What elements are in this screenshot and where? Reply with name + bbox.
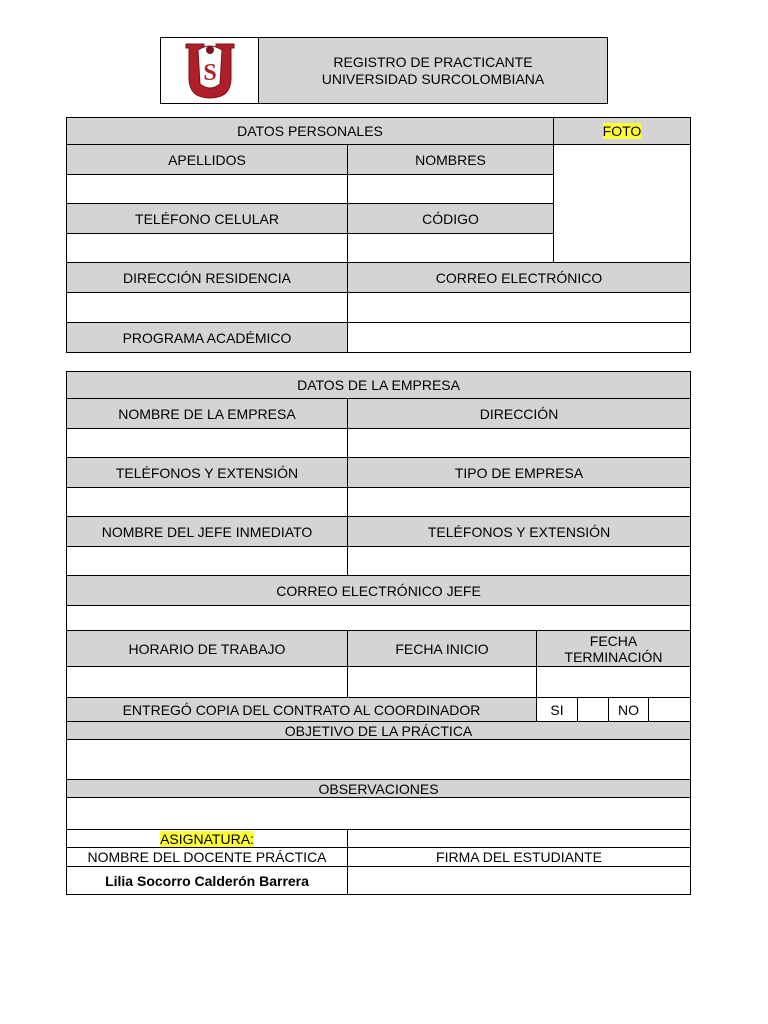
docente-label: NOMBRE DEL DOCENTE PRÁCTICA <box>67 848 348 867</box>
no-box[interactable] <box>649 698 691 722</box>
telefono-field[interactable] <box>67 234 348 263</box>
photo-box[interactable] <box>554 145 691 263</box>
personal-section-title: DATOS PERSONALES <box>67 118 554 145</box>
codigo-field[interactable] <box>348 234 554 263</box>
horario-label: HORARIO DE TRABAJO <box>67 631 348 667</box>
correo-jefe-label: CORREO ELECTRÓNICO JEFE <box>67 576 691 606</box>
svg-text:S: S <box>202 59 217 86</box>
si-label: SI <box>537 698 578 722</box>
objetivo-label: OBJETIVO DE LA PRÁCTICA <box>67 722 691 740</box>
empresa-tipo-label: TIPO DE EMPRESA <box>348 458 691 488</box>
correo-jefe-field[interactable] <box>67 606 691 631</box>
codigo-label: CÓDIGO <box>348 204 554 234</box>
firma-field[interactable] <box>348 867 691 895</box>
asignatura-text: ASIGNATURA: <box>160 830 254 847</box>
title-line-2: UNIVERSIDAD SURCOLOMBIANA <box>321 70 545 87</box>
direccion-label: DIRECCIÓN RESIDENCIA <box>67 263 348 293</box>
contrato-label: ENTREGÓ COPIA DEL CONTRATO AL COORDINADOR <box>67 698 537 722</box>
jefe-telefonos-field[interactable] <box>348 547 691 576</box>
title-line-1: REGISTRO DE PRACTICANTE <box>333 53 533 70</box>
empresa-direccion-field[interactable] <box>348 429 691 458</box>
empresa-nombre-field[interactable] <box>67 429 348 458</box>
fecha-inicio-field[interactable] <box>348 667 537 698</box>
correo-field[interactable] <box>348 293 691 323</box>
firma-label: FIRMA DEL ESTUDIANTE <box>348 848 691 867</box>
company-data-table <box>66 371 691 895</box>
observaciones-field[interactable] <box>67 798 691 830</box>
apellidos-field[interactable] <box>67 175 348 204</box>
form-header <box>160 37 608 104</box>
photo-label <box>554 118 691 145</box>
header-title <box>259 38 607 103</box>
apellidos-label: APELLIDOS <box>67 145 348 175</box>
empresa-telefonos-label: TELÉFONOS Y EXTENSIÓN <box>67 458 348 488</box>
fecha-terminacion-field[interactable] <box>537 667 691 698</box>
direccion-field[interactable] <box>67 293 348 323</box>
company-section-title: DATOS DE LA EMPRESA <box>67 372 691 399</box>
empresa-telefonos-field[interactable] <box>67 488 348 517</box>
si-box[interactable] <box>578 698 609 722</box>
nombres-field[interactable] <box>348 175 554 204</box>
jefe-telefonos-label: TELÉFONOS Y EXTENSIÓN <box>348 517 691 547</box>
jefe-field[interactable] <box>67 547 348 576</box>
asignatura-label <box>67 830 348 848</box>
programa-field[interactable] <box>348 323 691 353</box>
observaciones-label: OBSERVACIONES <box>67 780 691 798</box>
fecha-terminacion-label <box>537 631 691 667</box>
fecha-terminacion-line1: FECHA <box>589 632 638 649</box>
docente-nombre: Lilia Socorro Calderón Barrera <box>67 867 348 895</box>
jefe-label: NOMBRE DEL JEFE INMEDIATO <box>67 517 348 547</box>
fecha-inicio-label: FECHA INICIO <box>348 631 537 667</box>
empresa-tipo-field[interactable] <box>348 488 691 517</box>
horario-field[interactable] <box>67 667 348 698</box>
empresa-direccion-label: DIRECCIÓN <box>348 399 691 429</box>
correo-label: CORREO ELECTRÓNICO <box>348 263 691 293</box>
foto-text: FOTO <box>602 123 642 139</box>
logo-cell <box>161 38 259 103</box>
personal-data-table <box>66 117 691 353</box>
nombres-label: NOMBRES <box>348 145 554 175</box>
telefono-label: TELÉFONO CELULAR <box>67 204 348 234</box>
usco-shield-logo-icon <box>182 40 238 102</box>
programa-label: PROGRAMA ACADÉMICO <box>67 323 348 353</box>
objetivo-field[interactable] <box>67 740 691 780</box>
no-label: NO <box>609 698 649 722</box>
empresa-nombre-label: NOMBRE DE LA EMPRESA <box>67 399 348 429</box>
fecha-terminacion-line2: TERMINACIÓN <box>564 648 663 665</box>
asignatura-field[interactable] <box>348 830 691 848</box>
